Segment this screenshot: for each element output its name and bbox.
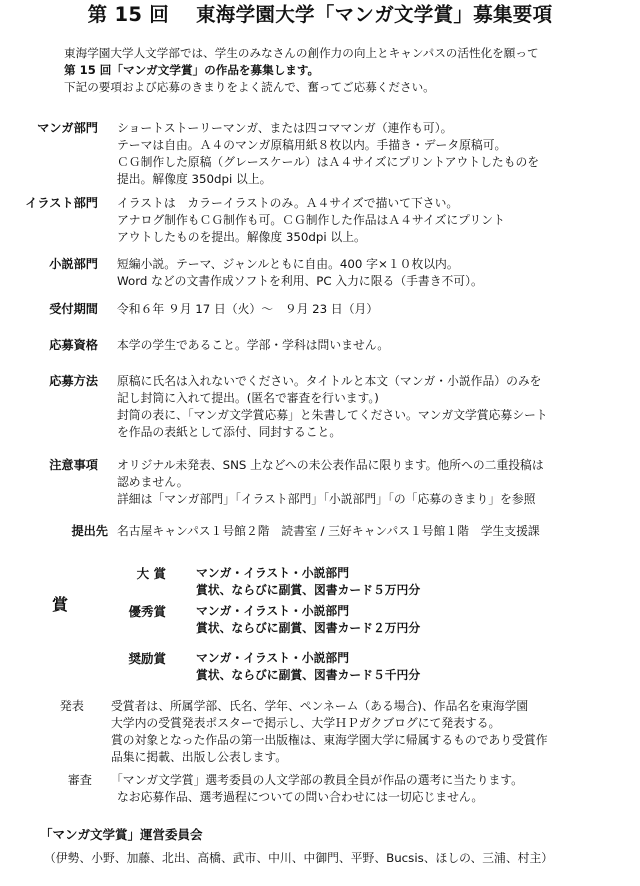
prize-label: 大 賞: [136, 566, 166, 581]
section-label: 注意事項: [49, 458, 98, 472]
section-line: なお応募作品、選考過程についての問い合わせには一切応じません。: [117, 790, 484, 804]
section-label: マンガ部門: [37, 121, 98, 135]
page-title: 第 15 回 東海学園大学「マンガ文学賞」募集要項: [87, 3, 553, 26]
section-line: ショートストーリーマンガ、または四コママンガ（連作も可）。: [117, 121, 453, 135]
section-line: アウトしたものを提出。解像度 350dpi 以上。: [117, 230, 366, 244]
section-line: 「マンガ文学賞」選考委員の人文学部の教員全員が作品の選考に当たります。: [111, 773, 523, 787]
section-line: 受賞者は、所属学部、氏名、学年、ペンネーム（ある場合)、作品名を東海学園: [111, 699, 529, 713]
section-label: 審査: [67, 773, 92, 787]
section-line: 令和６年 ９月 17 日（火）～ ９月 23 日（月）: [117, 302, 379, 316]
intro-line: 下記の要項および応募のきまりをよく読んで、奮ってご応募ください。: [64, 80, 435, 94]
intro-line: 第 15 回「マンガ文学賞」の作品を募集します。: [64, 63, 320, 77]
committee-title: 「マンガ文学賞」運営委員会: [40, 827, 203, 842]
section-line: 短編小説。テーマ、ジャンルともに自由。400 字×１０枚以内。: [117, 257, 459, 271]
prize-label: 奨励賞: [128, 651, 166, 666]
section-label: 応募方法: [49, 374, 98, 388]
intro-paragraph: [64, 45, 634, 96]
section-body: [117, 373, 632, 441]
prize-body: [196, 565, 420, 599]
prize-body: [196, 650, 420, 684]
section-line: テーマは自由。Ａ４のマンガ原稿用紙８枚以内。手描き・データ原稿可。: [117, 138, 507, 152]
section-label: 応募資格: [49, 338, 98, 352]
prize-body: [196, 603, 420, 637]
section-body: [117, 457, 632, 508]
section-label: 小説部門: [49, 257, 98, 271]
section-body: [117, 256, 632, 290]
section-label: 発表: [59, 699, 84, 713]
section-label: 受付期間: [49, 302, 98, 316]
section-line: 大学内の受賞発表ポスターで掲示し、大学ＨＰガクブログにて発表する。: [111, 716, 501, 730]
section-body: [117, 120, 632, 188]
committee-members: （伊勢、小野、加藤、北出、高橋、武市、中川、中御門、平野、Bucsis、ほしの、三浦、村主）: [44, 851, 554, 865]
section-line: ＣＧ制作した原稿（グレースケール）はＡ４サイズにプリントアウトしたものを: [117, 155, 540, 169]
section-label: 提出先: [71, 524, 108, 538]
section-line: 原稿に氏名は入れないでください。タイトルと本文（マンガ・小説作品）のみを: [117, 374, 542, 388]
prize-heading: 賞: [52, 595, 69, 614]
section-body: [111, 698, 626, 766]
section-label: イラスト部門: [25, 196, 98, 210]
prize-line: マンガ・イラスト・小説部門: [196, 604, 350, 618]
section-line: 品集に掲載、出版し公表します。: [111, 750, 288, 764]
section-line: イラストは カラーイラストのみ。Ａ４サイズで描いて下さい。: [117, 196, 459, 210]
section-body: [117, 523, 632, 540]
section-line: 賞の対象となった作品の第一出版権は、東海学園大学に帰属するものであり受賞作: [111, 733, 548, 747]
section-line: 詳細は「マンガ部門」「イラスト部門」「小説部門」「の「応募のきまり」を参照: [117, 492, 536, 506]
prize-line: 賞状、ならびに副賞、図書カード５万円分: [196, 583, 421, 597]
section-line: 提出。解像度 350dpi 以上。: [117, 172, 272, 186]
intro-line: 東海学園大学人文学部では、学生のみなさんの創作力の向上とキャンパスの活性化を願って: [64, 46, 539, 60]
prize-label: 優秀賞: [128, 604, 166, 619]
prize-line: マンガ・イラスト・小説部門: [196, 566, 350, 580]
prize-line: 賞状、ならびに副賞、図書カード２万円分: [196, 621, 421, 635]
section-body: [117, 195, 632, 246]
section-line: 本学の学生であること。学部・学科は問いません。: [117, 338, 390, 352]
section-line: 封筒の表に、「マンガ文学賞応募」と朱書してください。マンガ文学賞応募シート: [117, 408, 548, 422]
section-line: 記し封筒に入れて提出。(匿名で審査を行います。): [117, 391, 379, 405]
section-line: Word などの文書作成ソフトを利用、PC 入力に限る（手書き不可）。: [117, 274, 483, 288]
section-body: [117, 301, 632, 318]
section-line: アナログ制作もＣＧ制作も可。ＣＧ制作した作品はＡ４サイズにプリント: [117, 213, 505, 227]
section-line: 認めません。: [117, 475, 189, 489]
section-body: [111, 772, 626, 806]
section-body: [117, 337, 632, 354]
section-line: オリジナル未発表、SNS 上などへの未公表作品に限ります。他所への二重投稿は: [117, 458, 544, 472]
section-line: を作品の表紙として添付、同封すること。: [117, 425, 342, 439]
prize-line: 賞状、ならびに副賞、図書カード５千円分: [196, 668, 421, 682]
prize-line: マンガ・イラスト・小説部門: [196, 651, 350, 665]
section-line: 名古屋キャンパス１号館２階 読書室 / 三好キャンパス１号館１階 学生支援課: [117, 524, 540, 538]
